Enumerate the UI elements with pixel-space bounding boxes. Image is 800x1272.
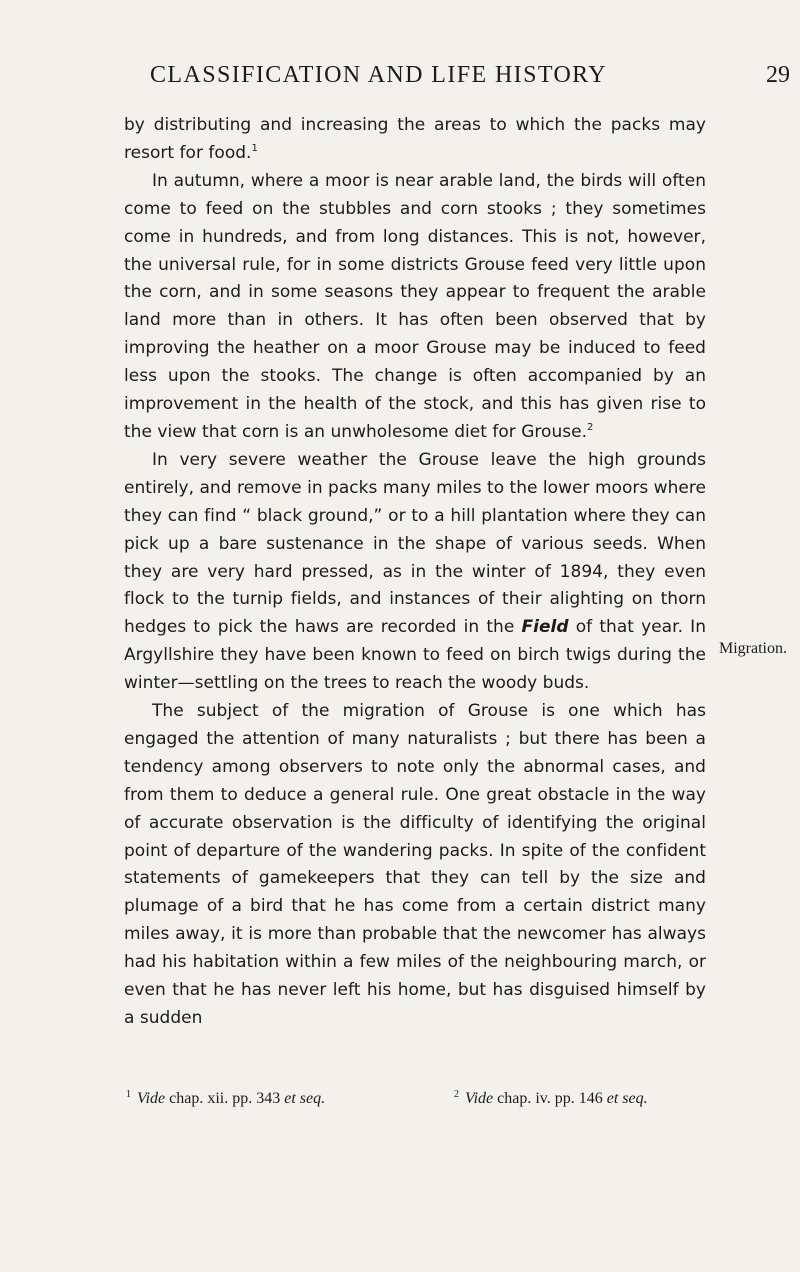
footnote-et-seq: et seq. <box>284 1090 326 1107</box>
footnote-ref: 1 <box>251 142 258 154</box>
footnote-ref-text: chap. iv. pp. 146 <box>493 1090 607 1107</box>
paragraph <box>124 168 706 447</box>
paragraph-text: In very severe weather the Grouse leave the high grounds entirely, and remove in packs many miles to the lower moors where they can find “ black ground,” or to a hill plantation where they can pick up a bare sustenance in the shape of various seeds. When they are very hard pressed, as in the winter of 1894, they even flock to the turnip fields, and instances of their alighting on thorn hedges to pick the haws are recorded in the <box>124 449 706 638</box>
paragraph <box>124 112 706 168</box>
footnote-ref-text: chap. xii. pp. 343 <box>165 1090 285 1107</box>
page-number: 29 <box>766 62 790 88</box>
footnote-et-seq: et seq. <box>606 1090 648 1107</box>
footnote-ref: 2 <box>587 421 594 433</box>
footnote <box>454 1089 648 1108</box>
paragraph-text: In autumn, where a moor is near arable land, the birds will often come to feed on the stubbles and corn stooks ; they sometimes come in hundreds, and from long distances. This is not, however, the universal rule, for in some districts Grouse feed very little upon the corn, and in some seasons they appear to frequent the arable land more than in others. It has often been observed that by improving the heather on a moor Grouse may be induced to feed less upon the stooks. The change is often accompanied by an improvement in the health of the stock, and this has given rise to the view that corn is an unwholesome diet for Grouse. <box>124 170 706 442</box>
paragraph <box>124 698 706 1033</box>
footnotes <box>126 1089 706 1111</box>
footnote-vide: Vide <box>465 1090 494 1107</box>
running-title: CLASSIFICATION AND LIFE HISTORY <box>150 62 608 88</box>
footnote <box>126 1089 325 1108</box>
paragraph-text: by distributing and increasing the areas to which the packs may resort for food. <box>124 115 706 163</box>
paragraph <box>124 447 706 698</box>
paragraph-text: of that year. In Argyllshire they have been known to feed on birch twigs during the winter—settling on the trees to reach the woody buds. <box>124 617 706 694</box>
publication-title: Field <box>521 617 569 638</box>
body-text <box>124 112 706 1033</box>
running-head <box>150 62 790 96</box>
footnote-mark: 1 <box>126 1089 131 1100</box>
footnote-mark: 2 <box>454 1089 459 1100</box>
paragraph-text: The subject of the migration of Grouse is one which has engaged the attention of many naturalists ; but there has been a tendency among observers to note only the abnormal cases, and from them to deduce a general rule. One great obstacle in the way of accurate observation is the difficulty of identifying the original point of departure of the wandering packs. In spite of the confident statements of gamekeepers that they can tell by the size and plumage of a bird that he has come from a certain district many miles away, it is more than probable that the newcomer has always had his habitation within a few miles of the neighbouring march, or even that he has never left his home, but has disguised himself by a sudden <box>124 701 706 1028</box>
margin-note: Migration. <box>719 640 787 657</box>
footnote-vide: Vide <box>137 1090 166 1107</box>
